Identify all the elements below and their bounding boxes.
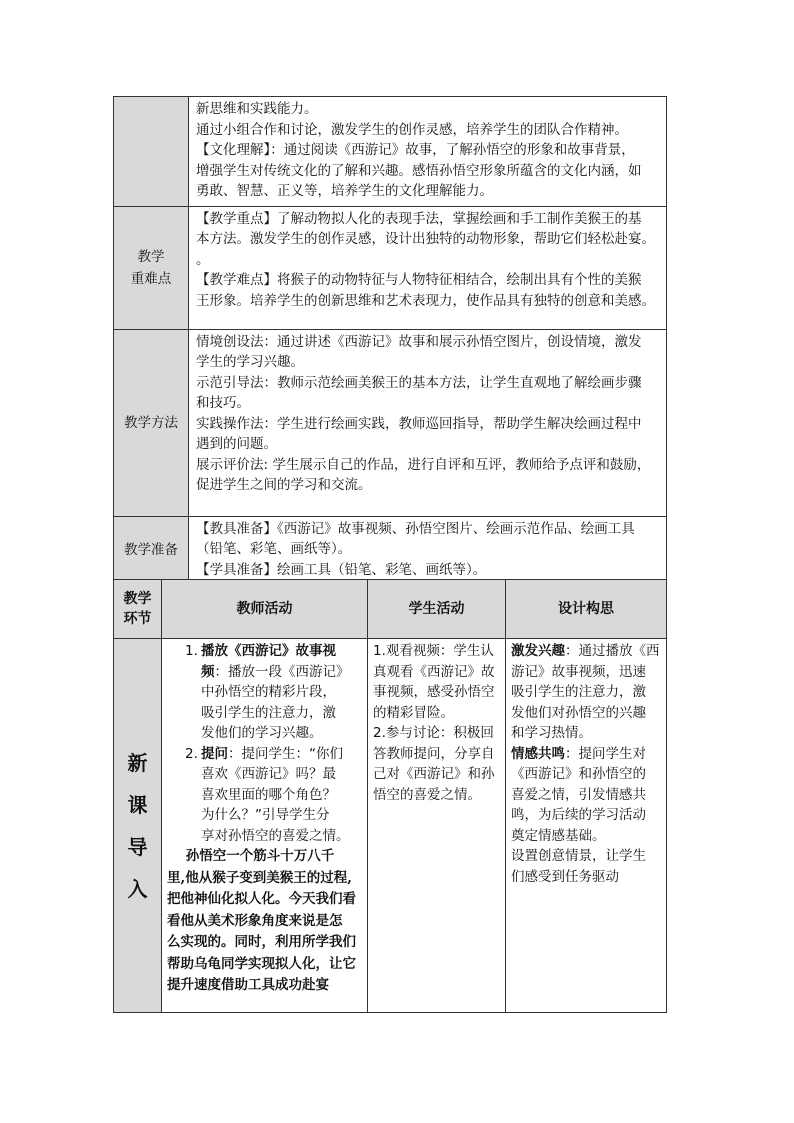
stage-char: 新 <box>127 750 148 775</box>
plain-text: 喜欢里面的哪个角色？ <box>201 786 336 803</box>
label-line: 教学准备 <box>124 542 178 559</box>
text-line <box>201 764 363 785</box>
text-line <box>511 662 662 683</box>
text-line: 帮助乌龟同学实现拟人化，让它 <box>167 955 356 972</box>
label-line: 教学方法 <box>124 414 178 431</box>
text-line: 悟空的喜爱之情。 <box>373 786 481 803</box>
text-line: 。 <box>196 251 210 268</box>
plain-text: 游记》故事视频，迅速 <box>511 663 646 680</box>
stage-char: 入 <box>127 876 148 901</box>
text-line: 孙悟空一个筋斗十万八千 <box>167 848 335 864</box>
list-item <box>167 744 363 847</box>
plain-text: 奠定情感基础。 <box>511 827 606 844</box>
text-line <box>201 662 363 683</box>
student-activity-cell <box>368 639 506 1013</box>
key-points-content <box>189 206 667 329</box>
preparation-row <box>114 516 667 585</box>
plain-text: 鸣，为后续的学习活动 <box>511 807 646 823</box>
text-line <box>201 826 363 847</box>
objectives-row <box>114 97 667 207</box>
bold-text: 激发兴趣 <box>511 643 565 659</box>
text-line <box>511 703 662 724</box>
label-line: 教学 <box>137 248 165 265</box>
text-line: 【教学重点】了解动物拟人化的表现手法，掌握绘画和手工制作美猴王的基 <box>196 210 642 227</box>
list-number: 1. <box>185 643 198 659</box>
plain-text: 享对孙悟空的喜爱之情。 <box>201 827 350 844</box>
text-line: 促进学生之间的学习和交流。 <box>196 477 372 493</box>
text-line <box>511 723 662 744</box>
stage-char: 导 <box>127 834 148 859</box>
text-line <box>511 785 662 806</box>
row-label-empty <box>114 97 189 207</box>
plain-text: 发他们的学习兴趣。 <box>201 725 323 741</box>
text-line: （铅笔、彩笔、画纸等）。 <box>196 541 352 557</box>
header-student: 学生活动 <box>368 580 506 639</box>
text-line <box>201 785 363 806</box>
header-design: 设计构思 <box>506 580 667 639</box>
text-line: 示范引导法：教师示范绘画美猴王的基本方法，让学生直观地了解绘画步骤 <box>196 374 642 391</box>
text-line: 王形象。培养学生的创新思维和艺术表现力，使作品具有独特的创意和美感。 <box>196 292 655 309</box>
plain-text: ：提问学生对 <box>565 745 646 762</box>
text-line: 学生的学习兴趣。 <box>196 354 304 370</box>
text-line <box>201 641 363 662</box>
text-line <box>511 846 662 867</box>
header-stage-line: 环节 <box>123 611 152 627</box>
header-teacher: 教师活动 <box>162 580 368 639</box>
text-line: 事视频，感受孙悟空 <box>373 684 495 700</box>
text-line: 【教学难点】将猴子的动物特征与人物特征相结合，绘制出具有个性的美猴 <box>196 272 642 288</box>
text-line: 提升速度借助工具成功赴宴 <box>167 977 329 993</box>
plain-text: 《西游记》和孙悟空的 <box>511 766 646 782</box>
list-number: 2. <box>185 745 198 762</box>
preparation-content <box>189 516 667 585</box>
bold-text: 频 <box>201 663 215 680</box>
text-line: 【学具准备】绘画工具（铅笔、彩笔、画纸等）。 <box>196 561 487 578</box>
plain-text: 喜欢《西游记》吗？最 <box>201 766 336 782</box>
plain-text: 喜爱之情，引发情感共 <box>511 786 646 803</box>
bold-text: 情感共鸣 <box>511 745 565 762</box>
text-line: 【文化理解】：通过阅读《西游记》故事，了解孙悟空的形象和故事背景， <box>196 142 635 158</box>
header-stage-line: 教学 <box>123 591 152 607</box>
text-line <box>201 805 363 826</box>
text-line: 己对《西游记》和孙 <box>373 766 495 782</box>
text-line <box>511 764 662 785</box>
text-line: 情境创设法：通过讲述《西游记》故事和展示孙悟空图片，创设情境，激发 <box>196 333 642 350</box>
activity-header-row <box>114 580 667 639</box>
key-points-row <box>114 206 667 329</box>
label-line: 重难点 <box>130 270 172 287</box>
methods-content <box>189 329 667 516</box>
teacher-activity-list <box>167 641 363 846</box>
teacher-summary-paragraph <box>167 846 363 997</box>
plain-text: 发他们对孙悟空的兴趣 <box>511 704 646 721</box>
plain-text: ：提问学生：“你们 <box>228 745 343 762</box>
plain-text: ：通过播放《西 <box>565 643 660 659</box>
row-label-preparation <box>114 516 189 585</box>
objectives-content <box>189 97 667 207</box>
text-line: 和技巧。 <box>196 395 250 411</box>
intro-row <box>114 639 667 1013</box>
plain-text: 中孙悟空的精彩片段， <box>201 684 336 700</box>
plain-text: 吸引学生的注意力，激 <box>511 684 646 700</box>
text-line: 看他从美术形象角度来说是怎 <box>167 912 343 929</box>
text-line: 答教师提问，分享自 <box>373 745 495 762</box>
activity-table <box>113 579 667 1013</box>
plain-text: 和学习热情。 <box>511 725 592 741</box>
text-line: 新思维和实践能力。 <box>196 101 318 117</box>
text-line <box>511 867 662 888</box>
text-line <box>511 641 662 662</box>
plain-text: 吸引学生的注意力，激 <box>201 704 336 721</box>
bold-text: 播放《西游记》故事视 <box>201 643 336 659</box>
plain-text: 设置创意情景，让学生 <box>511 848 646 864</box>
teacher-activity-cell <box>162 639 368 1013</box>
header-stage <box>114 580 162 639</box>
objectives-table <box>113 96 667 585</box>
list-item <box>167 641 363 744</box>
text-line: 真观看《西游记》故 <box>373 663 495 680</box>
text-line: 么实现的。同时，利用所学我们 <box>167 934 356 950</box>
text-line <box>201 723 363 744</box>
plain-text: 们感受到任务驱动 <box>511 868 619 885</box>
plain-text: 为什么？”引导学生分 <box>201 807 330 823</box>
text-line: 展示评价法: 学生展示自己的作品，进行自评和互评，教师给予点评和鼓励， <box>196 456 651 473</box>
stage-label-intro <box>114 639 162 1013</box>
text-line: 1.观看视频：学生认 <box>373 643 494 659</box>
text-line: 勇敢、智慧、正义等，培养学生的文化理解能力。 <box>196 183 493 199</box>
text-line <box>511 744 662 765</box>
text-line: 的精彩冒险。 <box>373 704 454 721</box>
text-line: 2.参与讨论：积极回 <box>373 725 494 741</box>
text-line: 把他神仙化拟人化。今天我们看 <box>167 891 356 907</box>
text-line: 里,他从猴子变到美猴王的过程, <box>167 869 352 886</box>
row-label-key-points <box>114 206 189 329</box>
text-line <box>511 826 662 847</box>
text-line <box>201 703 363 724</box>
text-line <box>511 682 662 703</box>
text-line: 增强学生对传统文化的了解和兴趣。感悟孙悟空形象所蕴含的文化内涵，如 <box>196 162 642 179</box>
text-line <box>511 805 662 826</box>
text-line <box>201 682 363 703</box>
text-line: 本方法。激发学生的创作灵感，设计出独特的动物形象，帮助它们轻松赴宴。 <box>196 231 655 247</box>
text-line: 通过小组合作和讨论，激发学生的创作灵感，培养学生的团队合作精神。 <box>196 121 628 138</box>
text-line <box>201 744 363 765</box>
methods-row <box>114 329 667 516</box>
row-label-methods <box>114 329 189 516</box>
plain-text: ：播放一段《西游记》 <box>214 663 350 680</box>
bold-text: 提问 <box>201 745 228 762</box>
text-line: 实践操作法：学生进行绘画实践，教师巡回指导，帮助学生解决绘画过程中 <box>196 415 642 432</box>
design-cell <box>506 639 667 1013</box>
stage-char: 课 <box>127 792 148 817</box>
text-line: 遇到的问题。 <box>196 436 277 452</box>
text-line: 【教具准备】《西游记》故事视频、孙悟空图片、绘画示范作品、绘画工具 <box>196 520 635 537</box>
